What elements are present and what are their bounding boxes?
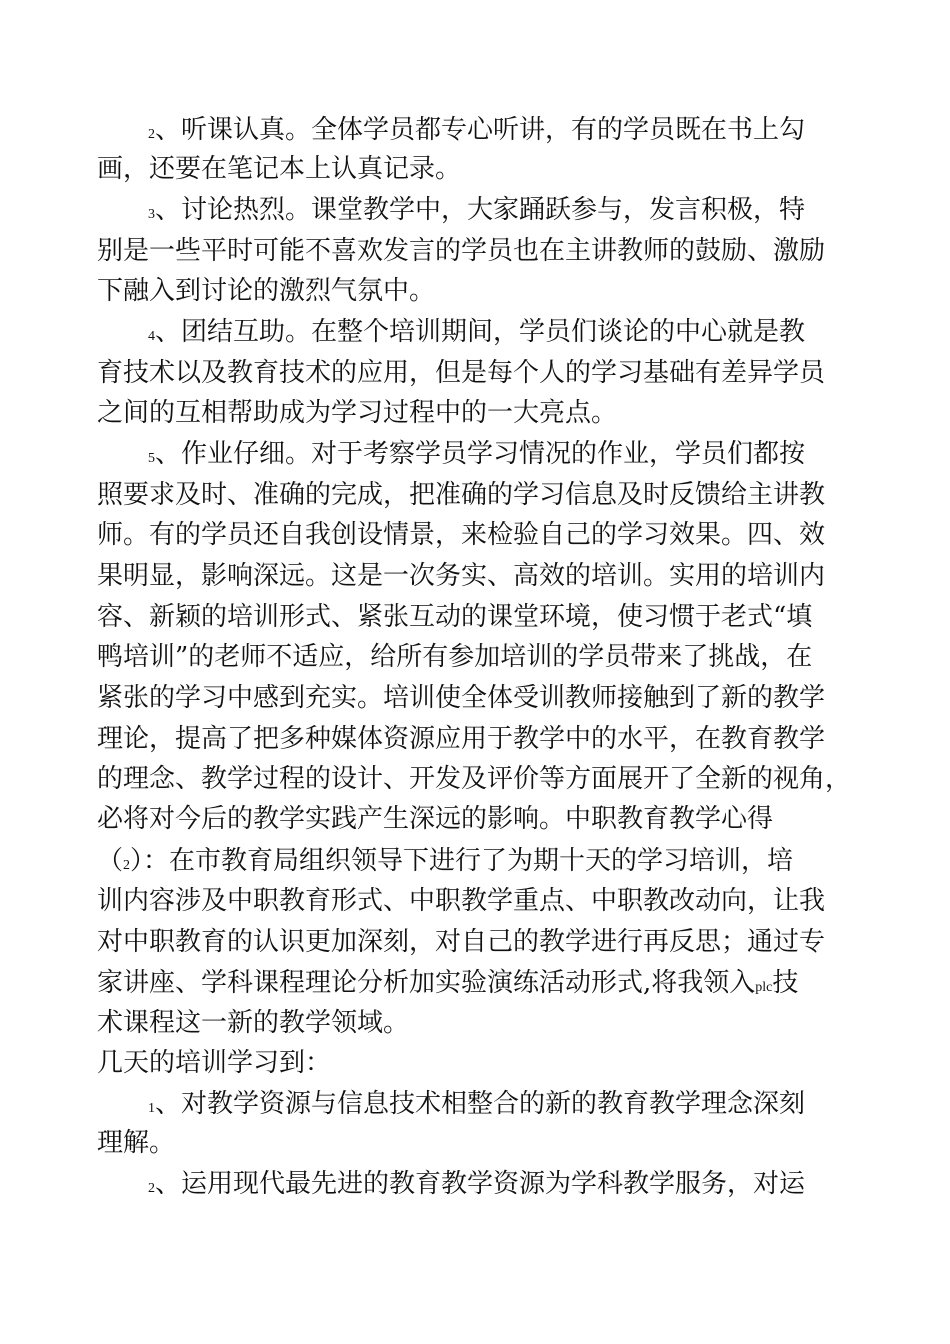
line-text: 术课程这一新的教学领域。 bbox=[97, 1008, 410, 1038]
text-line bbox=[148, 197, 805, 223]
text-line bbox=[97, 888, 825, 914]
text-line bbox=[97, 482, 825, 508]
text-line bbox=[97, 1050, 331, 1076]
line-text: 容、新颖的培训形式、紧张互动的课堂环境，使习惯于老式“填 bbox=[97, 602, 813, 632]
text-line bbox=[148, 1091, 805, 1117]
text-line bbox=[97, 806, 773, 832]
text-line bbox=[97, 360, 825, 386]
line-text: 师。有的学员还自我创设情景，来检验自己的学习效果。四、效 bbox=[97, 520, 826, 550]
text-line bbox=[97, 278, 435, 304]
text-line bbox=[97, 400, 617, 426]
line-text: 理解。 bbox=[97, 1128, 176, 1158]
line-text: 之间的互相帮助成为学习过程中的一大亮点。 bbox=[97, 398, 618, 428]
line-text: 照要求及时、准确的完成，把准确的学习信息及时反馈给主讲教 bbox=[97, 480, 826, 510]
line-text: 必将对今后的教学实践产生深远的影响。中职教育教学心得 bbox=[97, 804, 774, 834]
list-number: 5 bbox=[148, 451, 155, 466]
line-text: 、团结互助。在整个培训期间，学员们谈论的中心就是教 bbox=[155, 317, 806, 347]
text-line bbox=[97, 644, 812, 670]
text-line bbox=[97, 685, 825, 711]
text-line bbox=[148, 1171, 805, 1197]
list-number: 1 bbox=[148, 1101, 155, 1116]
list-number: 2 bbox=[123, 858, 131, 873]
text-line bbox=[97, 604, 812, 630]
line-text: 理论，提高了把多种媒体资源应用于教学中的水平，在教育教学 bbox=[97, 724, 826, 754]
text-line bbox=[97, 563, 825, 589]
line-text: 下融入到讨论的激烈气氛中。 bbox=[97, 276, 436, 306]
inline-code-text: plc bbox=[755, 980, 773, 995]
line-text: 果明显，影响深远。这是一次务实、高效的培训。实用的培训内 bbox=[97, 561, 826, 591]
line-text: 几天的培训学习到： bbox=[97, 1048, 332, 1078]
line-text: 对中职教育的认识更加深刻，对自己的教学进行再反思；通过专 bbox=[97, 927, 826, 957]
text-line bbox=[97, 766, 851, 792]
list-number: 2 bbox=[148, 127, 155, 142]
text-line bbox=[97, 726, 825, 752]
text-line bbox=[97, 1010, 409, 1036]
text-line bbox=[97, 848, 793, 874]
list-number: 2 bbox=[148, 1181, 155, 1196]
list-number: 3 bbox=[148, 207, 155, 222]
line-text: 别是一些平时可能不喜欢发言的学员也在主讲教师的鼓励、激励 bbox=[97, 236, 826, 266]
line-text: 、作业仔细。对于考察学员学习情况的作业，学员们都按 bbox=[155, 439, 806, 469]
text-line bbox=[97, 238, 825, 264]
line-text: 、听课认真。全体学员都专心听讲，有的学员既在书上勾 bbox=[155, 115, 806, 145]
text-line bbox=[97, 970, 798, 996]
text-line bbox=[97, 1130, 175, 1156]
text-line bbox=[97, 929, 825, 955]
line-text: 家讲座、学科课程理论分析加实验演练活动形式,将我领入 bbox=[97, 968, 756, 998]
text-line bbox=[148, 319, 805, 345]
text-line bbox=[97, 156, 461, 182]
line-text: 、讨论热烈。课堂教学中，大家踊跃参与，发言积极，特 bbox=[155, 195, 806, 225]
line-text: 的理念、教学过程的设计、开发及评价等方面展开了全新的视角， bbox=[97, 764, 852, 794]
line-text-tail: 技 bbox=[772, 968, 799, 998]
line-text: ）：在市教育局组织领导下进行了为期十天的学习培训，培 bbox=[130, 846, 794, 876]
line-text: 鸭培训”的老师不适应，给所有参加培训的学员带来了挑战，在 bbox=[97, 642, 813, 672]
line-text: 、对教学资源与信息技术相整合的新的教育教学理念深刻 bbox=[155, 1089, 806, 1119]
text-line bbox=[97, 522, 825, 548]
text-line bbox=[148, 441, 805, 467]
text-line bbox=[148, 117, 805, 143]
line-prefix: （ bbox=[97, 846, 124, 876]
line-text: 育技术以及教育技术的应用，但是每个人的学习基础有差异学员 bbox=[97, 358, 826, 388]
line-text: 紧张的学习中感到充实。培训使全体受训教师接触到了新的教学 bbox=[97, 683, 826, 713]
line-text: 训内容涉及中职教育形式、中职教学重点、中职教改动向，让我 bbox=[97, 886, 826, 916]
list-number: 4 bbox=[148, 329, 155, 344]
line-text: 、运用现代最先进的教育教学资源为学科教学服务，对运 bbox=[155, 1169, 806, 1199]
line-text: 画，还要在笔记本上认真记录。 bbox=[97, 154, 462, 184]
